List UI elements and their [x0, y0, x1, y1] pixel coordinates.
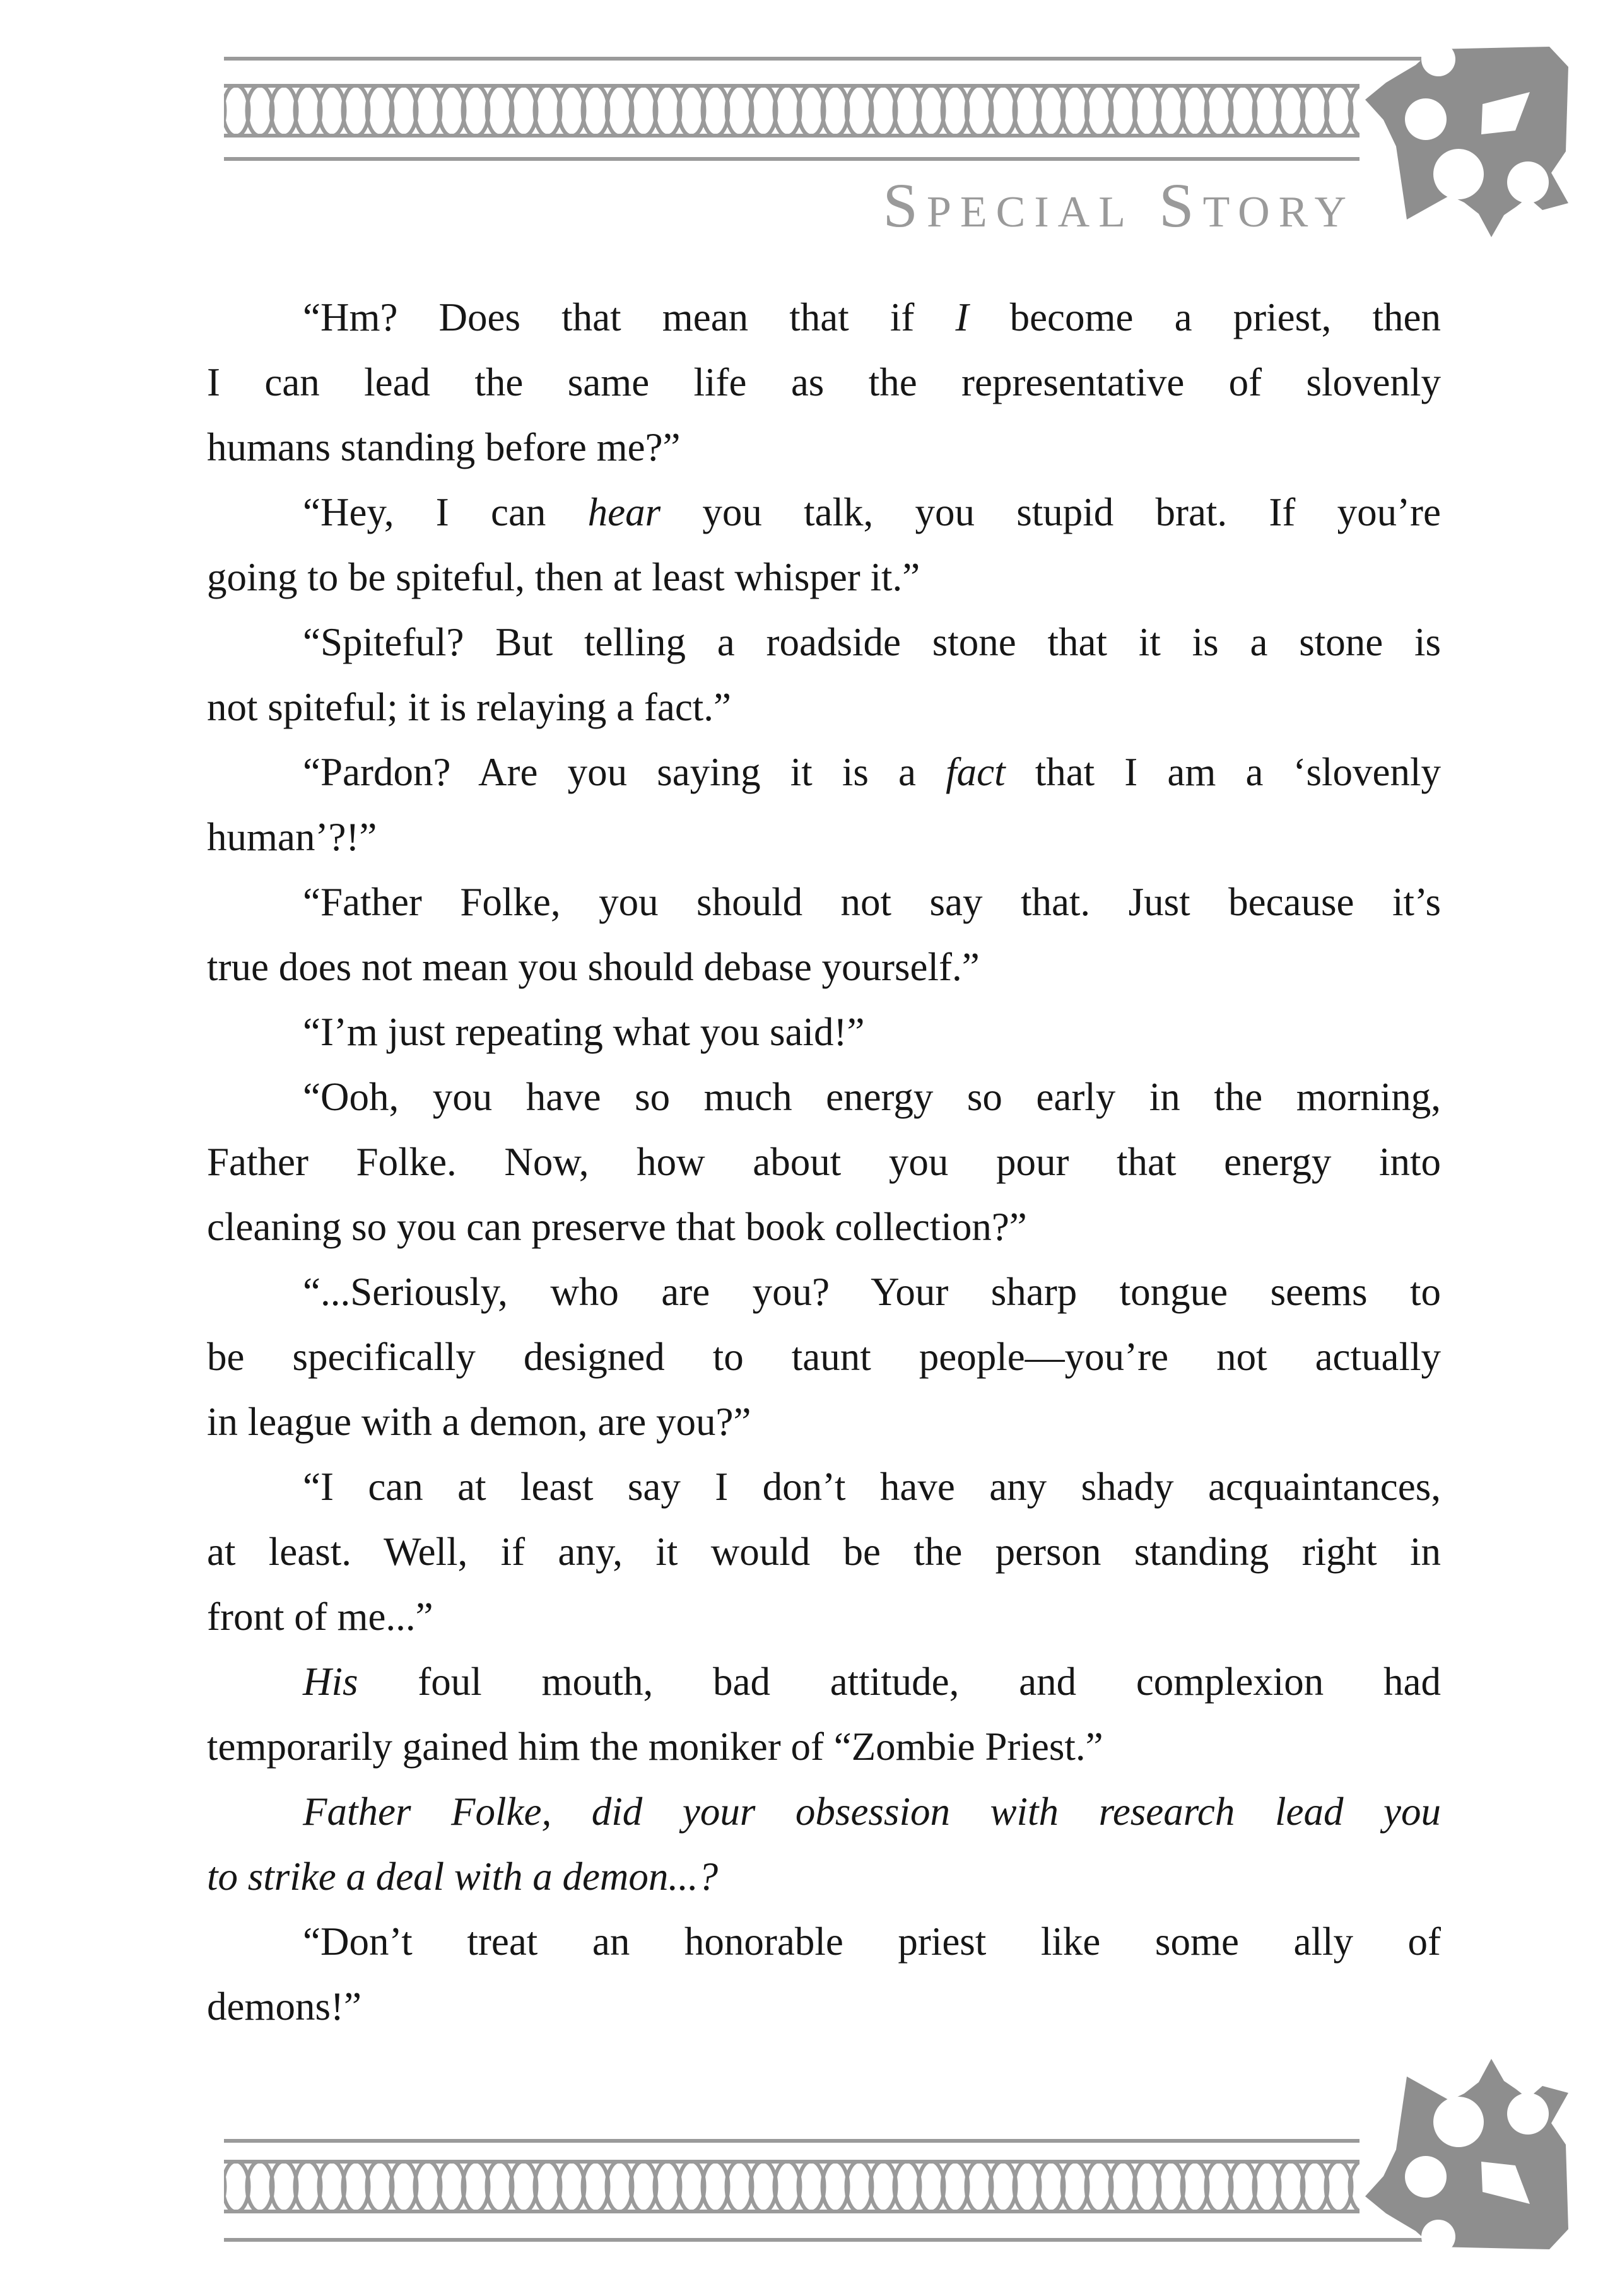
story-paragraph [207, 740, 1441, 870]
text-line: demons!” [207, 1984, 361, 2029]
top-rule-outer [224, 57, 1421, 61]
corner-ornament-top [1363, 44, 1571, 243]
story-paragraph [207, 1455, 1441, 1649]
text-line: “...Seriously, who are you? Your sharp tongue seems to [303, 1270, 1441, 1314]
text-line: going to be spiteful, then at least whisper it.” [207, 555, 920, 599]
text-line: cleaning so you can preserve that book collection?” [207, 1205, 1027, 1249]
story-paragraph [207, 1909, 1441, 2039]
top-chain-border [224, 84, 1360, 138]
text-line: “Hey, I can hear you talk, you stupid brat. If you’re [303, 490, 1442, 534]
story-text [207, 285, 1441, 2039]
text-line: not spiteful; it is relaying a fact.” [207, 685, 731, 729]
text-line: “Spiteful? But telling a roadside stone that it is a stone is [303, 620, 1441, 664]
text-line: I can lead the same life as the representative of slovenly [207, 360, 1441, 404]
text-line: “I’m just repeating what you said!” [303, 1010, 865, 1054]
text-line: humans standing before me?” [207, 425, 681, 469]
story-paragraph [207, 870, 1441, 1000]
text-line: “I can at least say I don’t have any shady acquaintances, [303, 1465, 1441, 1509]
text-line: “Pardon? Are you saying it is a fact that I am a ‘slovenly [303, 750, 1442, 794]
page-title: Special Story [883, 170, 1355, 240]
text-line: “Father Folke, you should not say that. Just because it’s [303, 880, 1441, 924]
text-line: at least. Well, if any, it would be the person standing right in [207, 1530, 1441, 1574]
bottom-rule-outer [224, 2238, 1423, 2242]
text-line: “Ooh, you have so much energy so early in the morning, [303, 1075, 1441, 1119]
story-paragraph [207, 480, 1441, 610]
text-line: be specifically designed to taunt people—you’re not actually [207, 1335, 1441, 1379]
text-line: front of me...” [207, 1595, 433, 1639]
cross-emblem-icon [1363, 44, 1571, 243]
story-paragraph [207, 1000, 1441, 1065]
text-line: Father Folke. Now, how about you pour that energy into [207, 1140, 1441, 1184]
text-line: “Hm? Does that mean that if I become a priest, then [303, 295, 1441, 339]
bottom-chain-border [224, 2160, 1360, 2213]
top-rule-inner [224, 157, 1360, 161]
ellipse-chain-icon [224, 2160, 1360, 2213]
text-line: temporarily gained him the moniker of “Zombie Priest.” [207, 1725, 1103, 1769]
text-line: to strike a deal with a demon...? [207, 1854, 719, 1899]
story-paragraph [207, 1649, 1441, 1779]
text-line: Father Folke, did your obsession with research lead you [303, 1789, 1441, 1834]
story-paragraph [207, 285, 1441, 480]
ellipse-chain-icon [224, 84, 1360, 138]
story-paragraph [207, 1260, 1441, 1455]
bottom-rule-inner [224, 2139, 1360, 2143]
text-line: “Don’t treat an honorable priest like some ally of [303, 1919, 1441, 1964]
story-paragraph [207, 1065, 1441, 1260]
corner-ornament-bottom [1363, 2053, 1571, 2252]
text-line: His foul mouth, bad attitude, and complexion had [303, 1660, 1441, 1704]
text-line: human’?!” [207, 815, 377, 859]
text-line: in league with a demon, are you?” [207, 1400, 751, 1444]
story-paragraph [207, 1779, 1441, 1909]
cross-emblem-icon [1363, 2053, 1571, 2252]
text-line: true does not mean you should debase yourself.” [207, 945, 980, 989]
story-paragraph [207, 610, 1441, 740]
